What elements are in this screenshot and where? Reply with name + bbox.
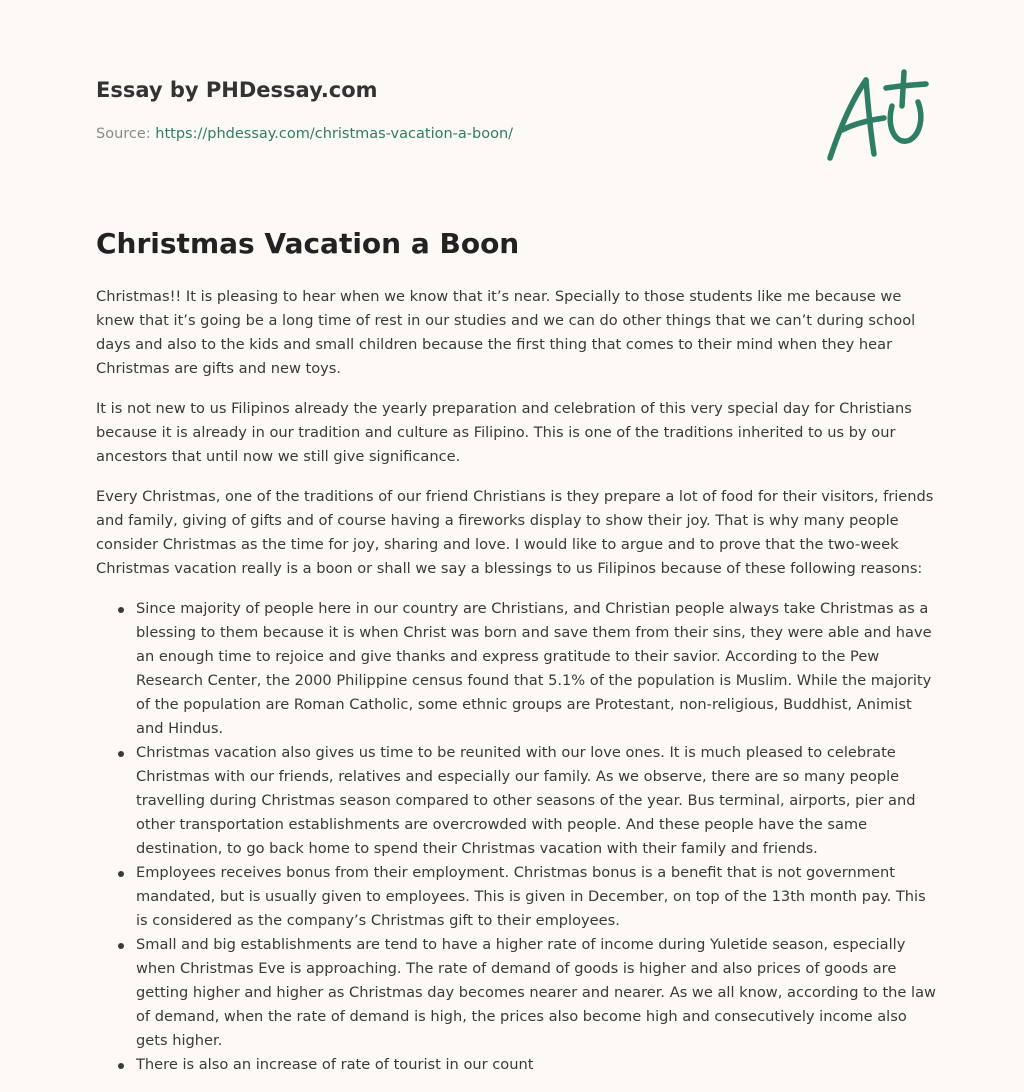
essay-body xyxy=(96,285,936,1077)
list-item: Employees receives bonus from their employment. Christmas bonus is a benefit that is not government mandated, but is usually given to employees. This is given in December, on top of the 13th month pay. This is considered as the company’s Christmas gift to their employees. xyxy=(136,861,936,933)
source-line xyxy=(96,124,796,144)
list-item: Christmas vacation also gives us time to be reunited with our love ones. It is much pleased to celebrate Christmas with our friends, relatives and especially our family. As we observe, there are so many people travelling during Christmas season compared to other seasons of the year. Bus terminal, airports, pier and other transportation establishments are overcrowded with people. And these people have the same destination, to go back home to spend their Christmas vacation with their family and friends. xyxy=(136,741,936,861)
essay-title: Christmas Vacation a Boon xyxy=(96,227,520,260)
source-label: Source: xyxy=(96,126,151,142)
page-header xyxy=(96,76,796,144)
reasons-list xyxy=(96,597,936,1077)
list-item: Since majority of people here in our country are Christians, and Christian people always take Christmas as a blessing to them because it is when Christ was born and save them from their sins, they were able and have an enough time to rejoice and give thanks and express gratitude to their savior. According to the Pew Research Center, the 2000 Philippine census found that 5.1% of the population is Muslim. While the majority of the population are Roman Catholic, some ethnic groups are Protestant, non-religious, Buddhist, Animist and Hindus. xyxy=(136,597,936,741)
essay-paragraph: It is not new to us Filipinos already the yearly preparation and celebration of this very special day for Christians because it is already in our tradition and culture as Filipino. This is one of the traditions inherited to us by our ancestors that until now we still give significance. xyxy=(96,400,912,465)
a-plus-logo-svg xyxy=(822,66,932,166)
source-link[interactable]: https://phdessay.com/christmas-vacation-a-boon/ xyxy=(155,126,514,142)
list-item: There is also an increase of rate of tourist in our count xyxy=(136,1053,936,1077)
a-plus-logo-icon xyxy=(822,66,932,166)
essay-paragraph: Every Christmas, one of the traditions of our friend Christians is they prepare a lot of food for their visitors, friends and family, giving of gifts and of course having a fireworks display to show their joy. That is why many people consider Christmas as the time for joy, sharing and love. I would like to argue and to prove that the two-week Christmas vacation really is a boon or shall we say a blessings to us Filipinos because of these following reasons: xyxy=(96,488,934,577)
essay-paragraph: Christmas!! It is pleasing to hear when we know that it’s near. Specially to those students like me because we knew that it’s going be a long time of rest in our studies and we can do other things that we can’t during school days and also to the kids and small children because the first thing that comes to their mind when they hear Christmas are gifts and new toys. xyxy=(96,288,916,377)
site-title: Essay by PHDessay.com xyxy=(96,78,378,102)
list-item: Small and big establishments are tend to have a higher rate of income during Yuletide season, especially when Christmas Eve is approaching. The rate of demand of goods is higher and also prices of goods are getting higher and higher as Christmas day becomes nearer and nearer. As we all know, according to the law of demand, when the rate of demand is high, the prices also become high and consecutively income also gets higher. xyxy=(136,933,936,1053)
